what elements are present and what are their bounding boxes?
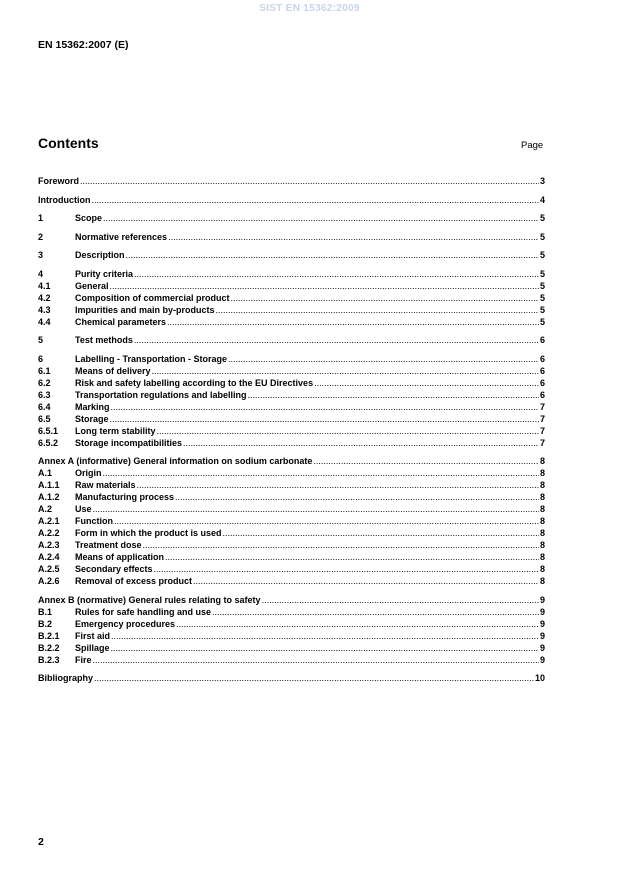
toc-dot-leader <box>193 575 539 587</box>
toc-entry-number: 4.3 <box>38 304 51 315</box>
toc-dot-leader <box>248 389 539 401</box>
toc-dot-leader <box>111 642 539 654</box>
toc-entry-title: Means of application <box>75 552 165 562</box>
toc-entry-number: A.2.3 <box>38 540 60 550</box>
toc-entry-title: Raw materials <box>75 480 136 490</box>
toc-entry[interactable] <box>38 594 545 606</box>
toc-entry-page: 8 <box>539 516 545 526</box>
toc-entry-title: Impurities and main by-products <box>75 304 215 315</box>
toc-dot-leader <box>168 231 539 243</box>
toc-entry-page: 8 <box>539 492 545 502</box>
table-of-contents <box>38 175 545 684</box>
toc-entry-number: 1 <box>38 213 44 223</box>
toc-entry-number: 6.1 <box>38 365 51 376</box>
toc-entry[interactable] <box>38 515 545 527</box>
toc-entry-number: 4.1 <box>38 280 51 291</box>
toc-entry-number: A.2.5 <box>38 564 60 574</box>
toc-dot-leader <box>137 479 539 491</box>
page-number: 2 <box>38 836 44 848</box>
toc-entry[interactable] <box>38 503 545 515</box>
toc-entry-page: 5 <box>539 268 545 279</box>
toc-entry[interactable] <box>38 563 545 575</box>
toc-entry-page: 9 <box>539 654 545 665</box>
toc-entry-page: 7 <box>539 437 545 448</box>
toc-entry[interactable] <box>38 249 545 261</box>
toc-entry-title: Bibliography <box>38 673 94 683</box>
toc-entry-page: 6 <box>539 377 545 388</box>
toc-entry[interactable] <box>38 389 545 401</box>
toc-entry[interactable] <box>38 401 545 413</box>
toc-entry-title: Labelling - Transportation - Storage <box>75 353 228 364</box>
toc-entry[interactable] <box>38 491 545 503</box>
toc-dot-leader <box>314 377 539 389</box>
toc-entry-page: 6 <box>539 389 545 400</box>
toc-entry-page: 8 <box>539 576 545 586</box>
toc-entry[interactable] <box>38 618 545 630</box>
toc-entry-number: 6 <box>38 353 44 364</box>
toc-entry[interactable] <box>38 437 545 449</box>
toc-dot-leader <box>176 618 539 630</box>
toc-entry-page: 8 <box>539 456 545 466</box>
toc-entry-number: B.2.1 <box>38 630 60 641</box>
toc-entry-number: A.2.4 <box>38 552 60 562</box>
toc-dot-leader <box>103 467 539 479</box>
toc-dot-leader <box>92 194 539 206</box>
toc-entry[interactable] <box>38 654 545 666</box>
toc-entry-page: 5 <box>539 213 545 223</box>
toc-dot-leader <box>231 292 539 304</box>
document-id: EN 15362:2007 (E) <box>38 39 129 51</box>
toc-dot-leader <box>93 654 539 666</box>
toc-entry-title: Storage incompatibilities <box>75 437 183 448</box>
toc-entry-number: B.1 <box>38 606 53 617</box>
toc-entry-title: Use <box>75 504 92 514</box>
toc-entry[interactable] <box>38 334 545 346</box>
toc-dot-leader <box>143 539 539 551</box>
toc-entry-number: 5 <box>38 335 44 345</box>
watermark: SIST EN 15362:2009 <box>259 3 360 14</box>
toc-entry-number: 6.4 <box>38 401 51 412</box>
toc-entry-number: A.1.2 <box>38 492 60 502</box>
toc-dot-leader <box>167 316 539 328</box>
toc-entry-number: A.1 <box>38 468 53 478</box>
toc-entry-page: 5 <box>539 280 545 291</box>
toc-entry[interactable] <box>38 231 545 243</box>
toc-entry-title: Foreword <box>38 176 80 186</box>
toc-entry-title: General <box>75 280 109 291</box>
toc-dot-leader <box>183 437 539 449</box>
toc-entry-page: 10 <box>534 673 545 683</box>
toc-entry-page: 8 <box>539 528 545 538</box>
toc-entry-title: Long term stability <box>75 425 156 436</box>
toc-dot-leader <box>157 425 539 437</box>
toc-entry[interactable] <box>38 316 545 328</box>
toc-entry-number: 6.5.2 <box>38 437 59 448</box>
toc-entry-number: 3 <box>38 250 44 260</box>
toc-entry[interactable] <box>38 642 545 654</box>
toc-entry[interactable] <box>38 413 545 425</box>
toc-entry-page: 5 <box>539 231 545 242</box>
toc-entry-number: B.2.2 <box>38 642 60 653</box>
toc-entry[interactable] <box>38 425 545 437</box>
toc-dot-leader <box>212 606 539 618</box>
toc-entry-page: 9 <box>539 618 545 629</box>
toc-dot-leader <box>216 304 539 316</box>
toc-entry-page: 5 <box>539 316 545 327</box>
toc-entry[interactable] <box>38 551 545 563</box>
toc-dot-leader <box>110 413 539 425</box>
toc-entry-title: Emergency procedures <box>75 618 176 629</box>
toc-entry[interactable] <box>38 175 545 187</box>
toc-entry-title: Treatment dose <box>75 540 142 550</box>
toc-entry-page: 7 <box>539 425 545 436</box>
toc-entry-title: Origin <box>75 468 102 478</box>
toc-entry-title: Marking <box>75 401 110 412</box>
toc-entry[interactable] <box>38 194 545 206</box>
toc-entry-page: 8 <box>539 564 545 574</box>
toc-entry-number: A.1.1 <box>38 480 60 490</box>
toc-entry-page: 5 <box>539 292 545 303</box>
toc-entry-page: 6 <box>539 365 545 376</box>
toc-entry-title: Composition of commercial product <box>75 292 230 303</box>
toc-entry-title: Rules for safe handling and use <box>75 606 212 617</box>
toc-entry-page: 5 <box>539 250 545 260</box>
toc-dot-leader <box>126 249 539 261</box>
toc-entry-page: 5 <box>539 304 545 315</box>
toc-entry-number: 4 <box>38 268 44 279</box>
toc-entry[interactable] <box>38 467 545 479</box>
toc-dot-leader <box>152 365 539 377</box>
toc-entry[interactable] <box>38 539 545 551</box>
toc-entry-page: 9 <box>539 642 545 653</box>
toc-dot-leader <box>103 212 539 224</box>
page-column-label: Page <box>521 140 544 151</box>
toc-entry-title: Secondary effects <box>75 564 153 574</box>
toc-entry-title: Scope <box>75 213 103 223</box>
toc-entry-title: Risk and safety labelling according to the EU Directives <box>75 377 314 388</box>
toc-entry-title: Annex B (normative) General rules relating to safety <box>38 594 261 605</box>
toc-entry[interactable] <box>38 292 545 304</box>
toc-entry-title: Test methods <box>75 335 133 345</box>
toc-dot-leader <box>165 551 539 563</box>
toc-entry-page: 9 <box>539 606 545 617</box>
toc-entry-title: Manufacturing process <box>75 492 175 502</box>
toc-entry-page: 9 <box>539 594 545 605</box>
toc-entry-number: 4.2 <box>38 292 51 303</box>
toc-dot-leader <box>94 672 534 684</box>
toc-dot-leader <box>93 503 539 515</box>
toc-entry[interactable] <box>38 268 545 280</box>
toc-entry[interactable] <box>38 630 545 642</box>
toc-entry[interactable] <box>38 212 545 224</box>
toc-entry[interactable] <box>38 606 545 618</box>
toc-entry[interactable] <box>38 365 545 377</box>
toc-entry-page: 8 <box>539 540 545 550</box>
toc-entry[interactable] <box>38 280 545 292</box>
toc-entry-title: Chemical parameters <box>75 316 167 327</box>
toc-dot-leader <box>110 280 539 292</box>
toc-entry-number: A.2.1 <box>38 516 60 526</box>
toc-entry-number: B.2 <box>38 618 53 629</box>
toc-dot-leader <box>175 491 539 503</box>
toc-entry-title: Fire <box>75 654 92 665</box>
toc-entry-title: Form in which the product is used <box>75 528 222 538</box>
toc-entry-number: 4.4 <box>38 316 51 327</box>
toc-dot-leader <box>134 334 539 346</box>
toc-entry-number: 6.5.1 <box>38 425 59 436</box>
toc-entry-number: B.2.3 <box>38 654 60 665</box>
toc-entry-title: Function <box>75 516 113 526</box>
toc-entry-title: Storage <box>75 413 109 424</box>
toc-entry-number: 6.3 <box>38 389 51 400</box>
toc-entry-title: Transportation regulations and labelling <box>75 389 247 400</box>
toc-entry[interactable] <box>38 353 545 365</box>
toc-entry-title: Spillage <box>75 642 110 653</box>
toc-entry-page: 8 <box>539 480 545 490</box>
toc-entry-title: Purity criteria <box>75 268 134 279</box>
toc-entry-number: 2 <box>38 231 44 242</box>
toc-entry-page: 3 <box>539 176 545 186</box>
toc-dot-leader <box>114 515 539 527</box>
toc-entry-page: 7 <box>539 401 545 412</box>
toc-entry-title: Normative references <box>75 231 168 242</box>
toc-entry[interactable] <box>38 527 545 539</box>
toc-dot-leader <box>80 175 539 187</box>
contents-heading: Contents <box>38 135 99 151</box>
toc-entry[interactable] <box>38 304 545 316</box>
toc-dot-leader <box>154 563 539 575</box>
toc-entry-title: Annex A (informative) General information on sodium carbonate <box>38 456 313 466</box>
toc-dot-leader <box>111 630 539 642</box>
toc-entry-page: 4 <box>539 194 545 205</box>
toc-entry-title: Introduction <box>38 194 91 205</box>
toc-entry-page: 8 <box>539 552 545 562</box>
toc-entry[interactable] <box>38 377 545 389</box>
toc-entry[interactable] <box>38 672 545 684</box>
toc-entry-title: Removal of excess product <box>75 576 193 586</box>
toc-entry-number: 6.2 <box>38 377 51 388</box>
toc-entry-number: 6.5 <box>38 413 51 424</box>
toc-entry[interactable] <box>38 455 545 467</box>
toc-dot-leader <box>223 527 539 539</box>
toc-entry-page: 9 <box>539 630 545 641</box>
toc-dot-leader <box>134 268 539 280</box>
toc-entry-title: Description <box>75 250 125 260</box>
toc-entry-page: 8 <box>539 504 545 514</box>
toc-entry-page: 6 <box>539 353 545 364</box>
toc-dot-leader <box>262 594 539 606</box>
toc-entry-number: A.2.2 <box>38 528 60 538</box>
toc-dot-leader <box>313 455 539 467</box>
toc-entry-title: Means of delivery <box>75 365 151 376</box>
toc-entry[interactable] <box>38 575 545 587</box>
toc-entry-number: A.2 <box>38 504 53 514</box>
toc-dot-leader <box>228 353 539 365</box>
toc-entry-number: A.2.6 <box>38 576 60 586</box>
toc-dot-leader <box>111 401 539 413</box>
toc-entry-page: 7 <box>539 413 545 424</box>
toc-entry[interactable] <box>38 479 545 491</box>
toc-entry-page: 8 <box>539 468 545 478</box>
toc-entry-page: 6 <box>539 335 545 345</box>
toc-entry-title: First aid <box>75 630 111 641</box>
